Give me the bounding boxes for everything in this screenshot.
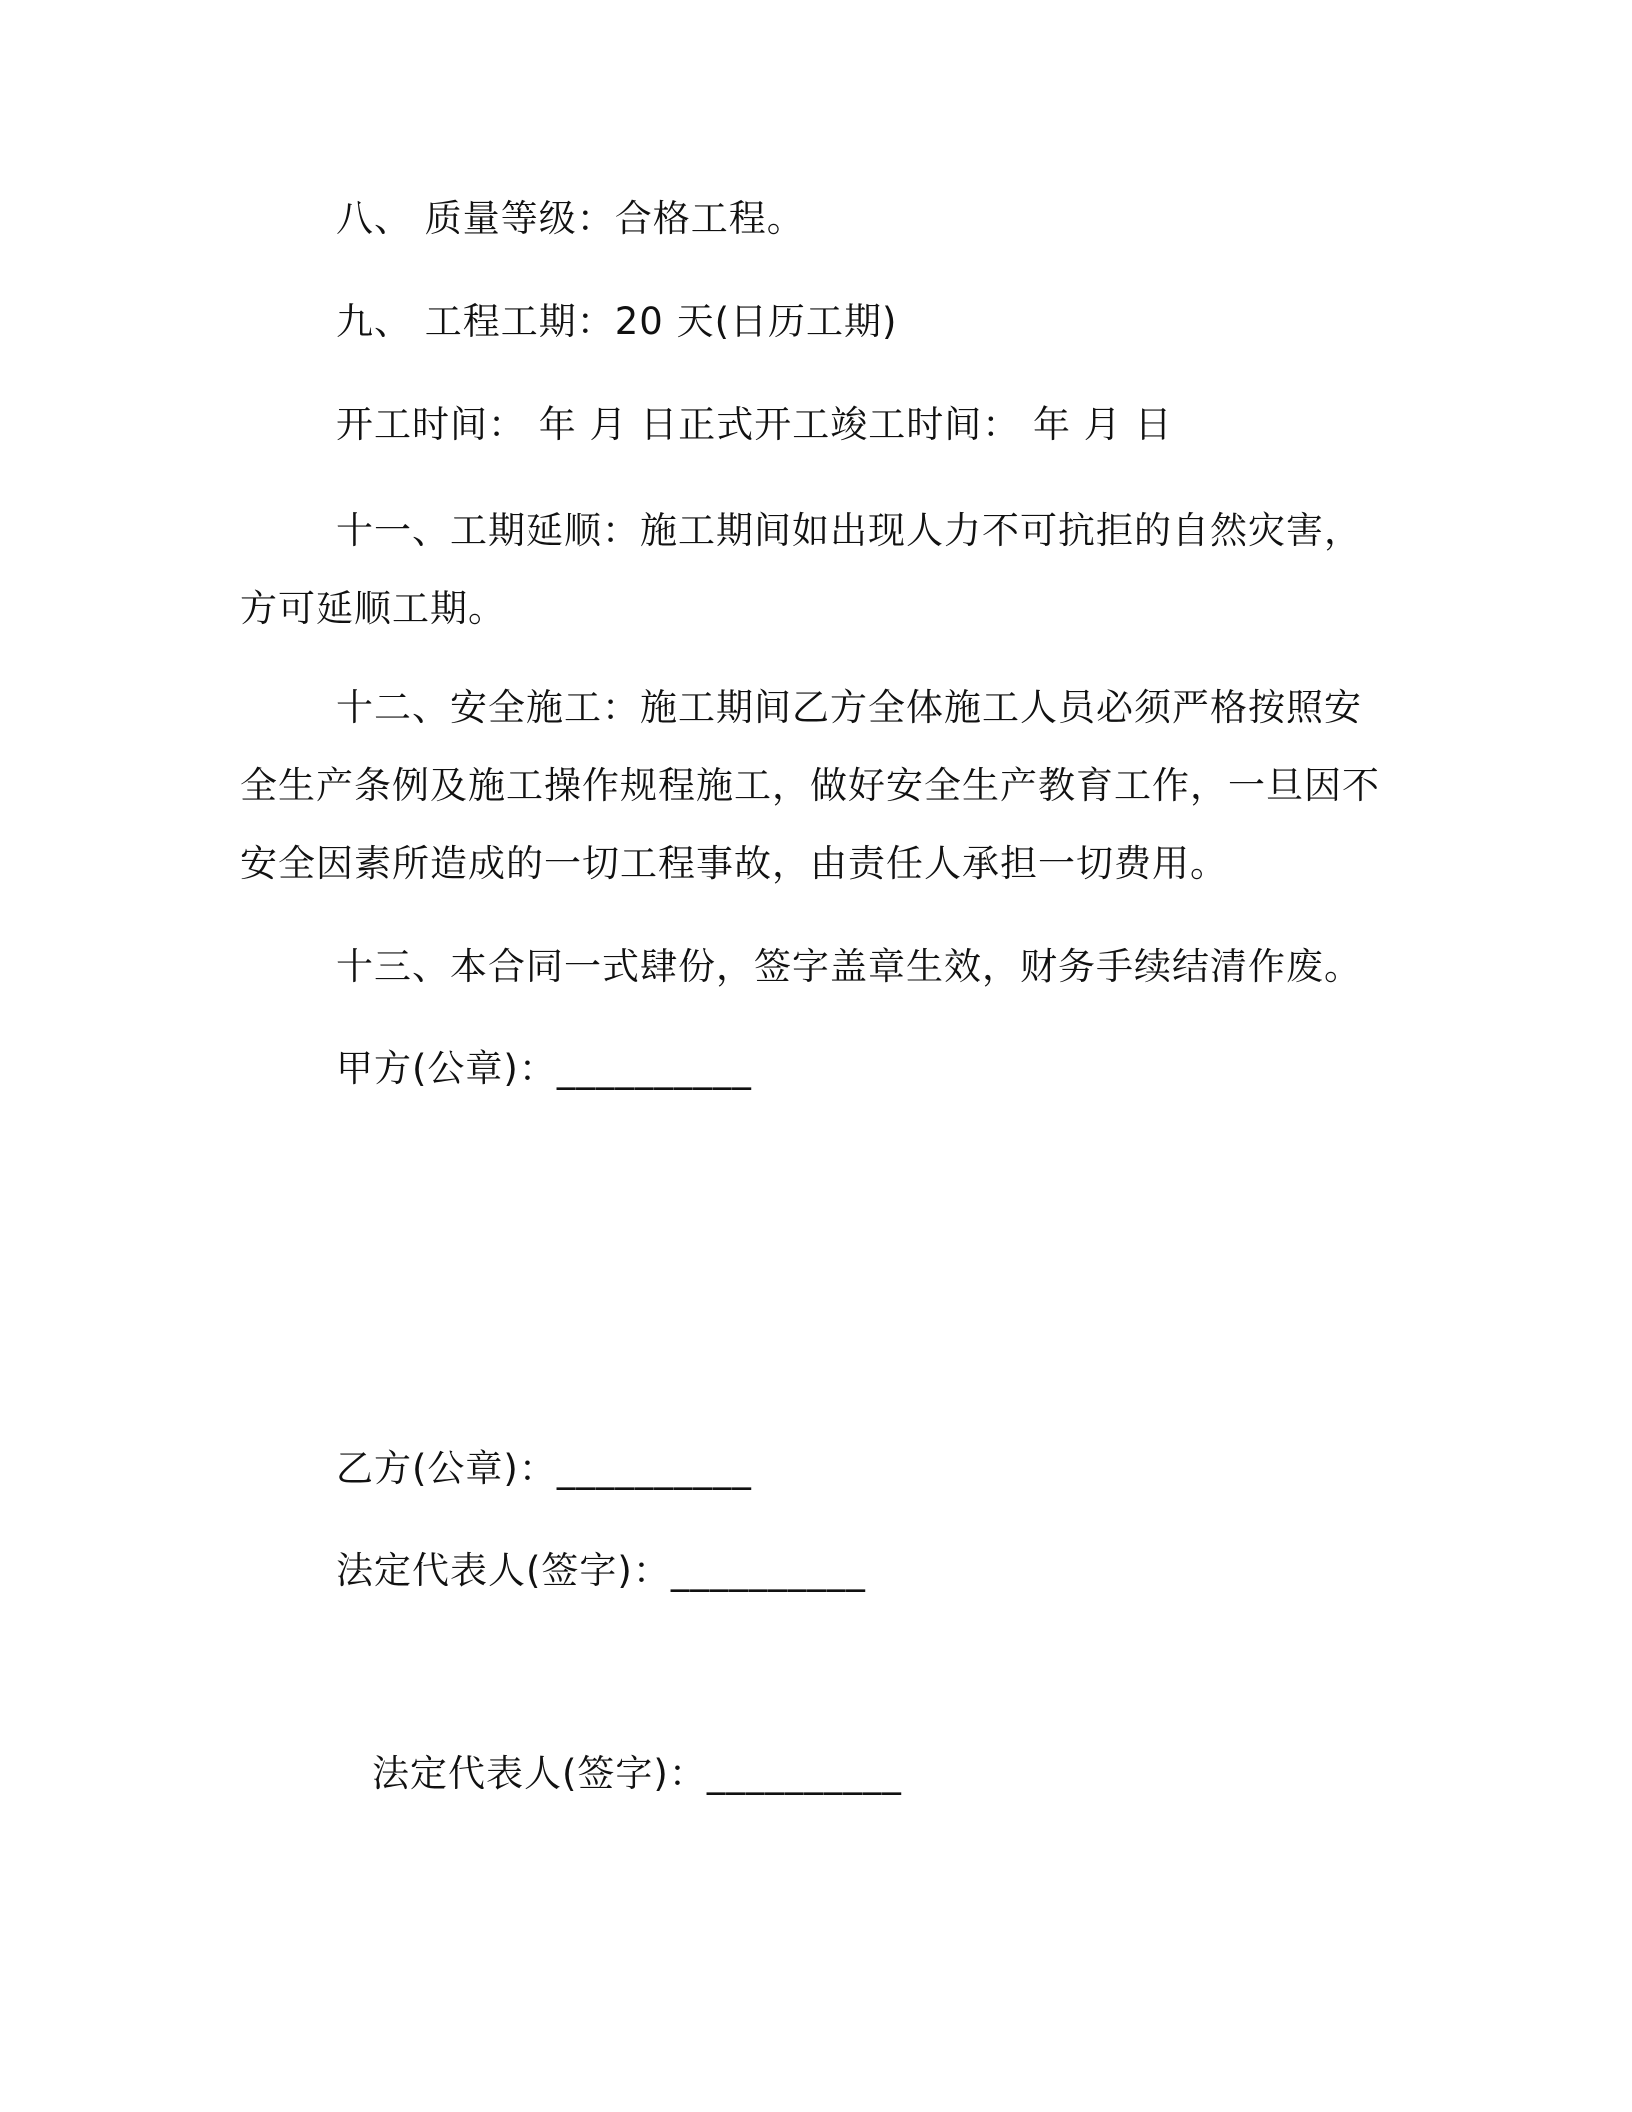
party-a-seal-line: 甲方(公章)：__________ <box>336 1047 752 1090</box>
clause-13-copies: 十三、本合同一式肆份，签字盖章生效，财务手续结清作废。 <box>336 945 1362 988</box>
clause-11-delay: 十一、工期延顺：施工期间如出现人力不可抗拒的自然灾害，方可延顺工期。 <box>240 509 1362 630</box>
party-b-seal-line: 乙方(公章)：__________ <box>336 1447 752 1490</box>
legal-rep-signature-line-2: 法定代表人(签字)：__________ <box>372 1752 902 1795</box>
clause-8-quality-grade: 八、 质量等级：合格工程。 <box>336 197 805 240</box>
schedule-dates: 开工时间： 年 月 日正式开工竣工时间： 年 月 日 <box>336 403 1173 446</box>
clause-12-safety: 十二、安全施工：施工期间乙方全体施工人员必须严格按照安全生产条例及施工操作规程施工，做好安全生产教育工作，一旦因不安全因素所造成的一切工程事故，由责任人承担一切费用。 <box>240 686 1380 885</box>
legal-rep-signature-line-1: 法定代表人(签字)：__________ <box>336 1549 866 1592</box>
clause-9-construction-period: 九、 工程工期：20 天(日历工期) <box>336 300 898 343</box>
